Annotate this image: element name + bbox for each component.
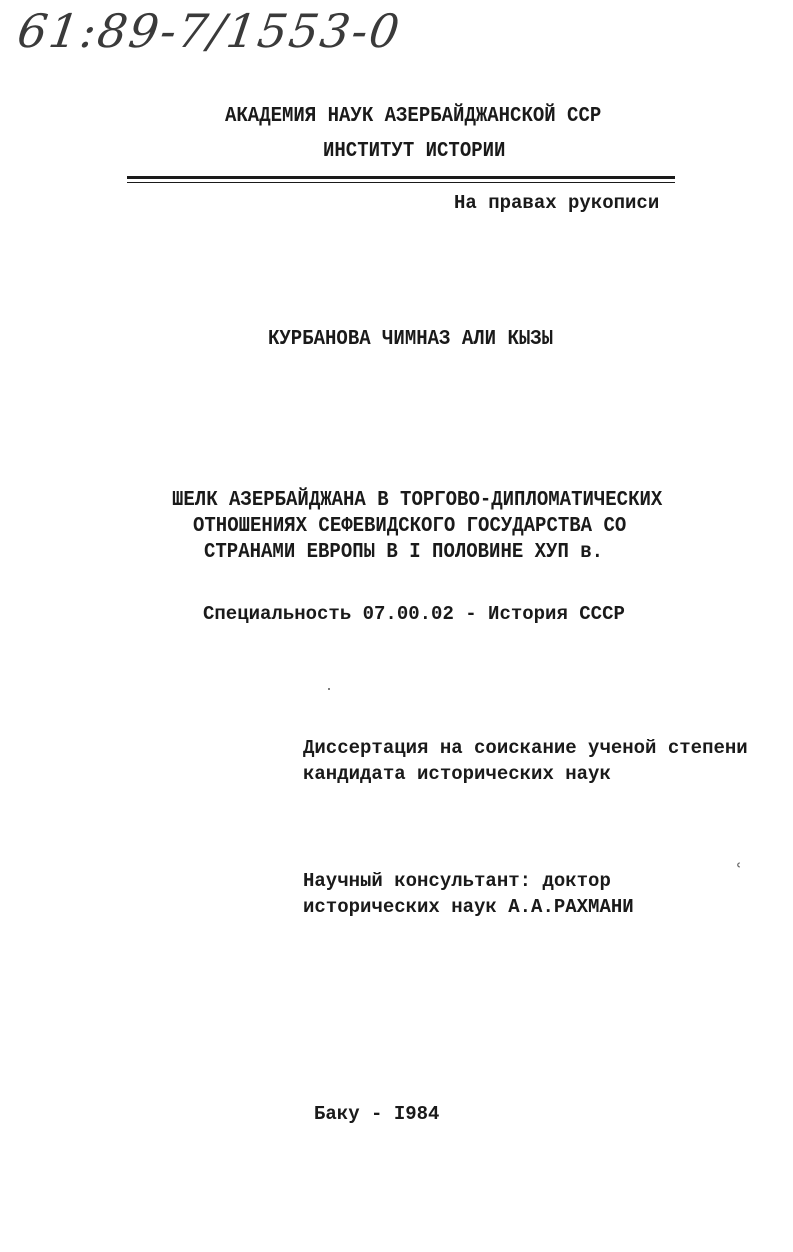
advisor-line-2: исторических наук А.А.РАХМАНИ (303, 896, 634, 918)
institute-heading: ИНСТИТУТ ИСТОРИИ (323, 138, 506, 163)
place-year: Баку - I984 (314, 1103, 440, 1125)
dissertation-line-2: кандидата исторических наук (303, 763, 611, 785)
title-line-2: ОТНОШЕНИЯХ СЕФЕВИДСКОГО ГОСУДАРСТВА СО (193, 513, 627, 538)
scan-speck (328, 688, 330, 690)
dissertation-line-1: Диссертация на соискание ученой степени (303, 737, 748, 759)
handwritten-archive-code: 61:89-7/1553-0 (14, 4, 405, 58)
author-name: КУРБАНОВА ЧИМНАЗ АЛИ КЫЗЫ (268, 326, 554, 351)
title-line-1: ШЕЛК АЗЕРБАЙДЖАНА В ТОРГОВО-ДИПЛОМАТИЧЕСКИХ (172, 487, 663, 512)
header-rule-thick (127, 176, 675, 179)
academy-heading: АКАДЕМИЯ НАУК АЗЕРБАЙДЖАНСКОЙ ССР (225, 103, 602, 128)
header-rule-thin (127, 182, 675, 183)
title-line-3: СТРАНАМИ ЕВРОПЫ В I ПОЛОВИНЕ ХУП в. (204, 539, 604, 564)
rights-note: На правах рукописи (454, 192, 660, 214)
specialty-line: Специальность 07.00.02 - История СССР (203, 603, 625, 625)
advisor-line-1: Научный консультант: доктор (303, 870, 611, 892)
margin-pencil-mark: ʿ (736, 858, 743, 882)
